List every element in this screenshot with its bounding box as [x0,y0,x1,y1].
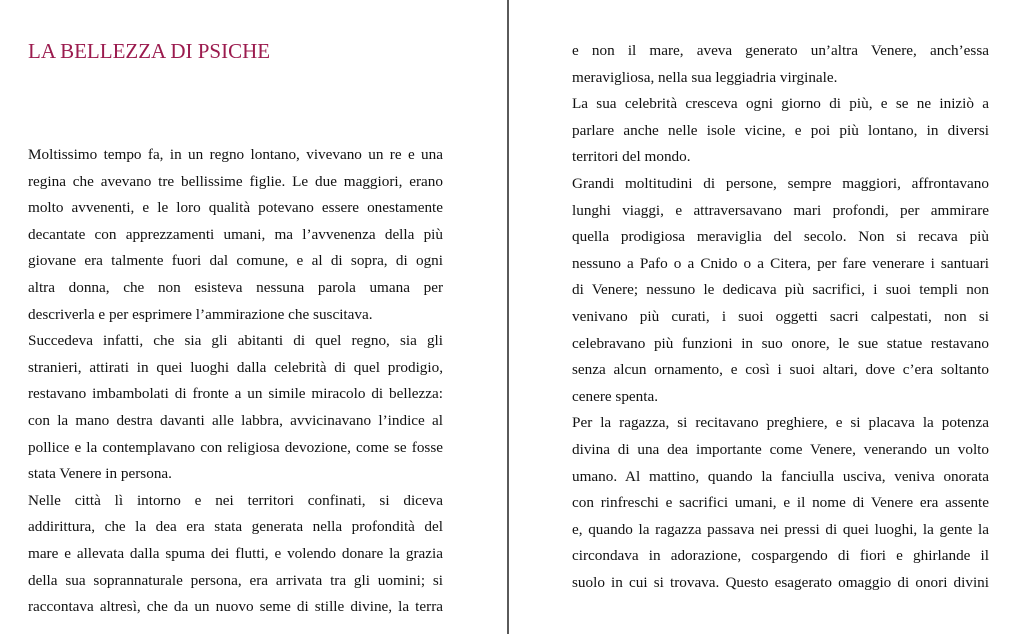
text-line: parlare anche nelle isole vicine, e poi più lontano, in diversi [572,121,989,139]
paragraph [572,91,989,171]
text-line: Per la ragazza, si recitavano preghiere, e si placava la potenza [572,414,989,432]
text-line: con rinfreschi e sacrifici umani, e il nome di Venere era assente [572,494,989,512]
paragraph [28,488,443,621]
text-line: suolo in cui si trovava. Questo esagerato omaggio di onori divini [572,573,989,591]
paragraph [28,142,443,328]
text-line: Nelle città lì intorno e nei territori confinati, si diceva [28,491,443,509]
text-line: venivano più curati, i suoi oggetti sacri calpestati, non si [572,307,989,325]
text-line: Succedeva infatti, che sia gli abitanti di quel regno, sia gli [28,332,443,350]
text-line: quella prodigiosa meraviglia del secolo. Non si recava più [572,228,989,246]
text-line: regina che avevano tre bellissime figlie. Le due maggiori, erano [28,172,443,190]
text-line: giovane era talmente fuori dal comune, e al di sopra, di ogni [28,252,443,270]
chapter-title: LA BELLEZZA DI PSICHE [28,39,271,63]
text-line: della sua soprannaturale persona, era arrivata tra gli uomini; si [28,571,443,589]
left-page [0,0,507,634]
paragraph [572,171,989,410]
text-line: e non il mare, aveva generato un’altra Venere, anch’essa [572,42,989,59]
text-line: La sua celebrità cresceva ogni giorno di più, e se ne iniziò a [572,95,989,113]
text-line: restavano imbambolati di fronte a un simile miracolo di bellezza: [28,385,443,403]
right-page [509,0,1034,634]
text-line: stata Venere in persona. [28,465,172,483]
text-line: Grandi moltitudini di persone, sempre maggiori, affrontavano [572,174,989,192]
text-line: divina di una dea importante come Venere, venerando un volto [572,440,989,458]
paragraph [572,410,989,596]
right-page-text [572,38,989,596]
text-line: decantate con apprezzamenti umani, ma l’avvenenza della più [28,225,443,243]
text-line: circondava in adorazione, cospargendo di fiori e ghirlande il [572,547,989,565]
text-line: meravigliosa, nella sua leggiadria virginale. [572,68,838,86]
text-line: addirittura, che la dea era stata generata nella profondità del [28,518,443,536]
text-line: molto avvenenti, e le loro qualità potevano essere onestamente [28,199,443,217]
text-line: raccontava altresì, che da un nuovo seme di stille divine, la terra [28,598,443,616]
text-line: umano. Al mattino, quando la fanciulla usciva, veniva onorata [572,467,989,485]
text-line: territori del mondo. [572,148,691,166]
text-line: senza alcun ornamento, e così i suoi altari, dove c’era soltanto [572,361,989,379]
left-page-text [28,142,443,621]
text-line: di Venere; nessuno le dedicava più sacrifici, i suoi templi non [572,281,989,299]
text-line: pollice e la contemplavano con religiosa devozione, come se fosse [28,438,443,456]
text-line: e, quando la ragazza passava nei pressi di quei luoghi, la gente la [572,520,989,538]
paragraph [28,328,443,488]
text-line: cenere spenta. [572,387,659,405]
text-line: nessuno a Pafo o a Cnido o a Citera, per fare venerare i santuari [572,254,989,272]
paragraph [572,38,989,91]
text-line: mare e allevata dalla spuma dei flutti, e volendo donare la grazia [28,544,443,562]
text-line: con la mano destra davanti alle labbra, avvicinavano l’indice al [28,411,443,429]
text-line: altra donna, che non esisteva nessuna parola umana per [28,278,443,296]
text-line: descriverla e per esprimere l’ammirazione che suscitava. [28,305,373,323]
text-line: stranieri, attirati in quei luoghi dalla celebrità di quel prodigio, [28,358,443,376]
text-line: Moltissimo tempo fa, in un regno lontano, vivevano un re e una [28,146,443,163]
text-line: celebravano più funzioni in suo onore, le sue statue restavano [572,334,989,352]
text-line: lunghi viaggi, e attraversavano mari profondi, per ammirare [572,201,989,219]
